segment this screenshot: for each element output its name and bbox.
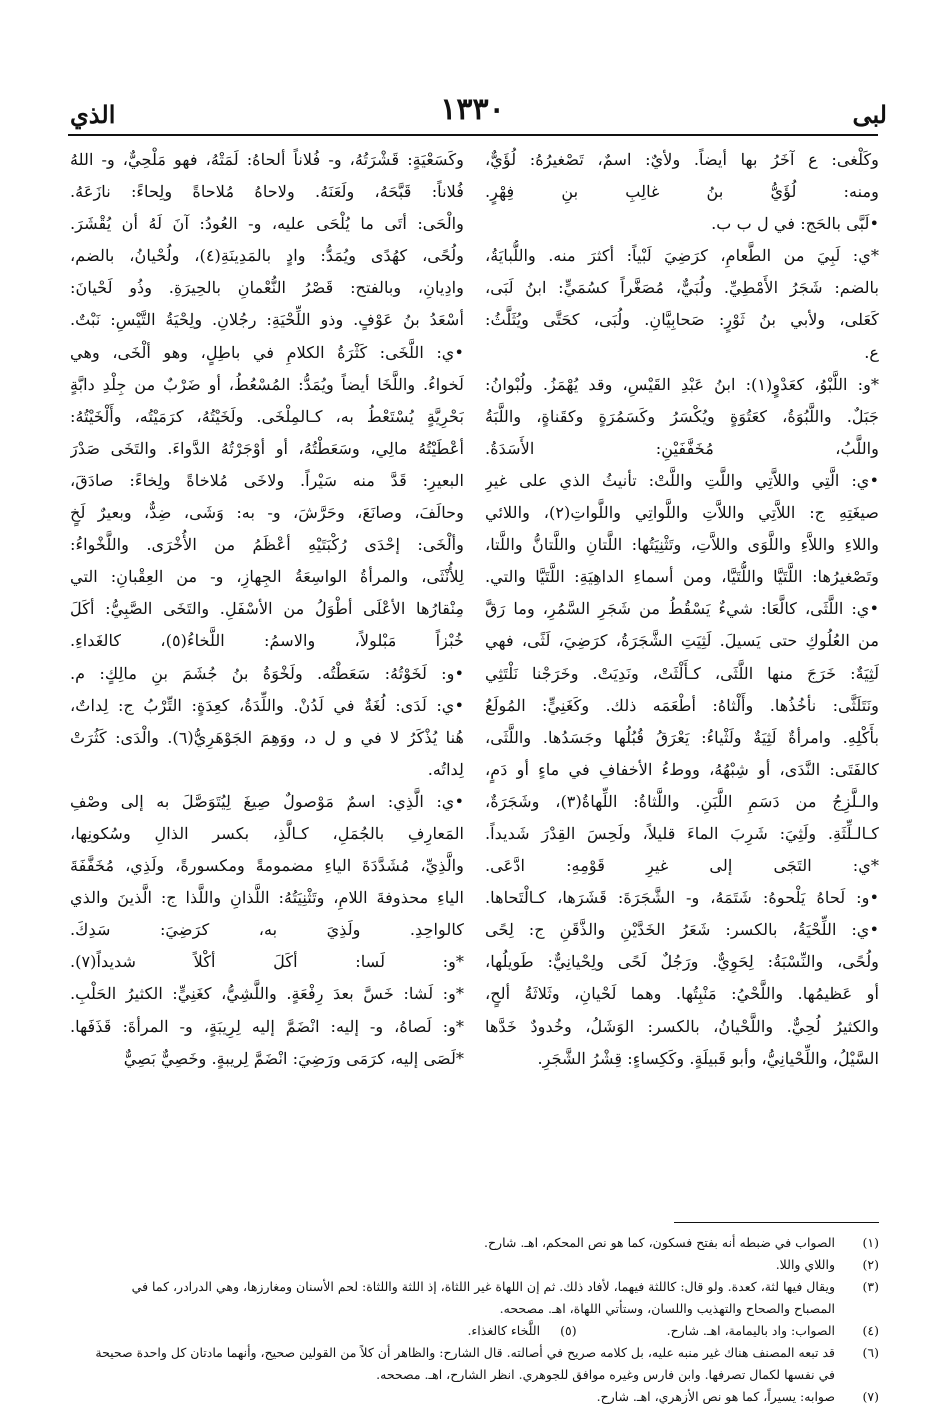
text-line: السَّيْلُ، واللِّحْيانِيُّ، وأبو قَبيلَةٍ. وكَكِساءٍ: قِشْرُ الشَّجَرِ.	[537, 1048, 879, 1068]
text-line: وادِيانِ، وبالفتح: قَصْرُ النُّعْمانِ بالحِيرَةِ. وذُو لَحْيانَ:	[70, 278, 464, 298]
text-line: هُنا يُذْكَرُ لا في و ل د، ووَهِمَ الجَوْهَرِيُّ(٦). والْدَى: كَثُرَتْ	[70, 727, 464, 747]
footnote-text: الصواب في ضبطه أنه بفتح فسكون، كما هو نص المحكم، اهـ. شارح.	[484, 1235, 835, 1250]
text-line: والكثيرُ لُحِيٌّ. واللَّحْيانُ، بالكسر: الوَشَلُ، وخُدودٌ خَدَّها	[485, 1016, 879, 1036]
text-line: مِنْقارُها الأعْلَى أطْوَلُ من الأسْفَلِ. والتَخَى الصَّبِيُّ: أكَلَ	[70, 599, 464, 619]
text-line: من العُلُوكِ حتى يَسيلَ. لَثِيَتِ الشَّجَرَةُ، كرَضِيَ، لَثًى، فهي	[485, 631, 879, 651]
text-line: كَعَلى، ولأبي بنُ ثَوْرٍ: صَحابِيَّانِ. ولُبَى، كحَتَّى ويُثَلَّثُ:	[485, 310, 879, 330]
text-line: بالضم: شَجَرُ الأَمْطِيِّ. ولُبَيٌّ، مُصَغَّراً كسُمَيٍّ: ابنُ لَبَى،	[485, 278, 879, 298]
footnote-number: (٢)	[862, 1257, 879, 1272]
text-line: أسْعَدُ بنُ عَوْفٍ. وذو اللِّحْيَةِ: رجُلانِ. ولِحْيَةُ التَّيْسِ: نَبْتٌ.	[70, 310, 464, 330]
text-line: ع.	[864, 342, 879, 362]
text-line: أعْطَيْتُهُ مالِي، وسَعَطْتُهُ، أو أوْجَرْتُهُ الدَّواءَ. والتَخَى صَدْرَ	[70, 438, 464, 458]
footnote-text: الصواب: واد باليمامة، اهـ. شارح.	[666, 1323, 835, 1338]
footnote-rule	[674, 1222, 879, 1223]
text-line: •ي: الَّتِي واللاَّتِي واللَّتِ واللَّتْ: تأنيثُ الذي على غيرِ	[485, 470, 879, 490]
text-line: وألْخَى: إحْدَى رُكْبَتَيْهِ أعْظَمُ من الأُخْرَى. واللَّخْواءُ:	[70, 535, 464, 555]
text-line: •و: لَحاهُ يَلْحوهُ: شَتَمَهُ، و- الشَّجَرَةَ: قَشَرَها، كـالْتَحاها.	[485, 888, 879, 908]
footnote	[69, 1254, 879, 1276]
text-line: والَّذِيِّ، مُشَدَّدَةَ الياءِ مضمومةً ومكسورةً، ولَذِي، مُخَفَّفَةَ	[70, 856, 464, 876]
text-line: •و: لَخَوْتُهُ: سَعَطْتُه. ولَخْوَةُ بنُ جُشَمَ بنِ مالِكٍ: م.	[70, 663, 464, 683]
text-line: لِلأُنْثَى، والمرأةُ الواسِعَةُ الجِهازِ، و- من العِقْبانِ: التي	[70, 567, 464, 587]
left-column	[70, 144, 464, 1224]
footnote-number: (٥)	[560, 1323, 577, 1338]
text-line: *و: لَسا: أكَلَ أكْلاً شديداً(٧).	[70, 952, 464, 972]
text-line: ولُحًى، كهُدًى ويُمَدُّ: وادٍ بالمَدِينَةِ(٤)، ولُحْيانُ، بالضم،	[70, 246, 464, 266]
footnote-number: (٧)	[862, 1389, 879, 1404]
text-line: •لَبَّى بالحَج: في ل ب ب.	[711, 214, 879, 234]
footnote	[69, 1276, 879, 1320]
text-line: ونَتَلَثَّى: نأخُذُها. وأَلْثاهُ: أطْعَمَه ذلك. وكَغَنِيٍّ: المُولَعُ	[485, 695, 879, 715]
text-line: والْحَى: أتَى ما يُلْحَى عليه، و- العُودُ: آنَ لَهُ أن يُقْشَرَ.	[70, 214, 464, 234]
text-line: وكَلْغى: ع آخَرُ بها أيضاً. ولأيٌ: اسمٌ، تَصْغيرُهُ: لُؤَيٌّ،	[485, 150, 879, 169]
text-line: •ي: لَدَى: لُغَةٌ في لَدُنْ. واللِّدَةُ، كعِدَةٍ: التِّرْبُ ج: لِداتٌ،	[70, 695, 464, 715]
text-line: *و: لَصاهُ، و- إليه: انْضَمَّ إليه لِرِيبَةٍ، و- المرأةَ: قَذَفَها.	[70, 1016, 464, 1036]
text-line: لَثِيَةٌ: خَرَجَ منها اللَّثَى، كـأَلْثَتْ، ونَدِيَتْ. وخَرَجْنا نَلْتَثِي	[485, 663, 879, 683]
footnote-text: اللَّخاء كالغذاء.	[467, 1323, 541, 1338]
footnote-number: (٦)	[862, 1345, 879, 1360]
text-line: فُلاناً: قَبَّحَهُ، ولَعَنَهُ. ولاحاهُ مُلاحاةً ولِحاءً: نازَعَهُ.	[70, 182, 464, 202]
footnote-text: ويقال فيها لثة، كعدة. ولو قال: كاللثة فيهما، لأفاد ذلك. ثم إن اللهاة غير اللثاة، إذ اللثة واللثاة: لحم الأسنان ومغارزها، وهي الدرادر، كما في	[131, 1279, 835, 1294]
footnote	[69, 1386, 879, 1408]
text-line: •ي: اللِّحْيَةُ، بالكسر: شَعَرُ الخَدَّيْنِ والذَّقَنِ ج: لِحًى	[485, 920, 879, 940]
text-line: *ي: لَبِيَ من الطَّعامِ، كرَضِيَ لَبْياً: أكثرَ منه. واللُّبايَةُ،	[485, 246, 879, 266]
text-line: وكَسَعْيَةٍ: قَشْرَتُهُ، و- فُلاناً ألحاهُ: لَمَتْهُ، فهو مَلْحِيٌّ، و- اللهُ	[70, 150, 464, 169]
text-line: بَحْرِيَّةٍ يُسْتَعْطُ به، كـالمِلْخَى. ولَخَيْتُهُ، كرَمَيْتُه، وأَلْخَيْتُهُ:	[70, 406, 464, 426]
text-line: الياءِ محذوفةَ اللامِ، وتَثْنِيَتُهُ: اللَّذانِ واللَّذا ج: الَّذينَ والذي	[70, 888, 464, 908]
text-line: بأَكْلِهِ. وامرأةٌ لَثِيَةٌ ولَثْياءُ: يَعْرَقُ قُبُلُها وجَسَدُها. واللَّثَى،	[485, 727, 879, 747]
text-line: *لَصَى إليه، كرَمَى ورَضِيَ: انْضَمَّ لِريبةٍ. وخَصِيٌّ بَصِيٌّ	[123, 1048, 464, 1068]
text-line: كالفَتَى: النَّدَى، أو شِبْهُهُ، ووطءُ الأخفافِ في ماءٍ أو دَمٍ،	[485, 759, 879, 779]
text-line: ومنه: لُؤَيُّ بنُ غالِبِ بنِ فِهْرٍ.	[485, 182, 879, 202]
header-left-word: الذي	[70, 100, 116, 129]
text-line: واللَّبُ، مُخَفَّفَيْنِ: الأَسَدَةُ.	[485, 438, 879, 458]
footnote-text: صوابه: يسيراً، كما هو نص الأزهري، اهـ. شارح.	[596, 1389, 835, 1404]
text-line: لَخواءُ. واللَّخَا أيضاً ويُمَدُّ: المُسْعُطُ، أو ضَرْبٌ من جِلْدِ دابَّةٍ	[70, 374, 464, 394]
footnote-number: (١)	[862, 1235, 879, 1250]
footnote	[69, 1232, 879, 1254]
text-line: أو عَظيمُها. واللَّحْيُ: مَنْبِتُها. وهما لَحْيانِ، وثَلاثَةُ ألحٍ،	[485, 984, 879, 1004]
text-line: •ي: اللَّخَى: كَثْرَةُ الكلامِ في باطِلٍ، وهو ألْخَى، وهي	[70, 342, 464, 362]
text-line: جَبَلٌ. واللَّبُوَةُ، كعَتُوَةٍ ويُكْسَرُ وكَسَمُرَةٍ وكقَناةٍ، واللَّبَةُ	[485, 406, 879, 426]
text-line: •ي: الَّذِي: اسمٌ مَوْصولٌ صِيغَ لِيُتَوَصَّلَ به إلى وصْفِ	[70, 791, 464, 811]
footnote-text: واللاي واللا.	[775, 1257, 835, 1272]
text-line: *و: اللَّبْوُ، كعَدْوٍ(١): ابنُ عَبْدِ القَيْسِ، وقد يُهْمَزُ. ولُبْوانُ:	[485, 374, 879, 394]
text-line: •ي: اللَّثَى، كالَّعَا: شيءٌ يَسْقُطُ من شَجَرِ السَّمُرِ، وما رَقَّ	[485, 599, 879, 619]
text-line: والـلَّزِجُ من دَسَمِ اللَّبَنِ. واللَّثاةُ: اللِّهاةُ(٣)، وشَجَرَةٌ،	[485, 791, 879, 811]
text-line: خُبْزاً مَبْلولاً، والاسمُ: اللَّخاءُ(٥)، كالغَداءِ.	[70, 631, 464, 651]
footnote-text: المصباح والصحاح والتهذيب واللسان، وستأتي اللهاة، اهـ. مصححه.	[499, 1301, 835, 1316]
header-rule	[68, 134, 878, 136]
footnote-text: في نفسها لكمال تصرفها. وابن فارس وغيره موافق للجوهري. انظر الشارح، اهـ. مصححه.	[376, 1367, 835, 1382]
footnote	[69, 1320, 879, 1342]
text-line: واللاءِ واللاَّءِ واللَّوَى واللاَّتِ، وتَثْنِيَتُها: اللَّتانِ واللَّتانُّ واللَّتا،	[485, 535, 879, 555]
footnote-number: (٣)	[862, 1279, 879, 1294]
footnote-text: قد تبعه المصنف هناك غير منبه عليه، بل كلامه صريح في أصالته. قال الشارح: والظاهر أن كلاً من القولين صحيح، وأنهما مادتان كل واحدة صحيحة	[95, 1345, 835, 1360]
text-line: وحالَفَ، وصانَعَ، وحَرَّشَ، و- به: وَشَى، ضِدٌّ، وبعيرٌ لَخٍ	[70, 503, 464, 523]
text-line: البعيرِ: قَدَّ منه سَيْراً. ولاخَى مُلاخاةً ولِخاءً: صادَقَ،	[70, 470, 464, 490]
footnotes	[69, 1232, 879, 1408]
right-column	[485, 144, 879, 1224]
text-line: صيغَتِهِ ج: اللاَّتِي واللاَّتِ واللَّواتِي واللَّواتِ(٢)، واللائي	[485, 503, 879, 523]
text-line: وتَصْغيرُها: اللَّتَيَّا واللُّتَيَّا، ومن أسماءِ الداهِيَةِ: اللَّتَيَّا والتي.	[485, 567, 879, 587]
text-line: المَعارِفِ بالجُمَلِ، كـالَّذِ، بكسر الذالِ وسُكونِها،	[70, 823, 464, 843]
text-line: *ي: التَجَى إلى غيرِ قَوْمِهِ: ادَّعَى.	[485, 856, 879, 876]
footnote-number: (٤)	[862, 1323, 879, 1338]
footnote	[69, 1342, 879, 1386]
text-line: كـالـلِّثَةِ. ولَثِيَ: شَرِبَ الماءَ قليلاً، ولَحِسَ القِدْرَ شَديداً.	[485, 823, 879, 843]
text-line: لِداتُه.	[427, 759, 464, 779]
header-right-word: لبى	[852, 100, 887, 129]
text-line: *و: لَشا: خَسَّ بعدَ رِفْعَةٍ. واللَّشِيُّ، كغَنِيٍّ: الكثيرُ الحَلْبِ.	[70, 984, 464, 1004]
page-number: ١٣٣٠	[440, 92, 505, 127]
text-line: ولُحًى، والنِّسْبَةُ: لِحَوِيٌّ. ورَجُلٌ لَحًى ولِحْيانِيٌّ: طَويلُها،	[485, 952, 879, 972]
text-line: كالواحِدِ. ولَذِيَ به، كرَضِيَ: سَدِكَ.	[70, 920, 464, 940]
footnote-spacer	[577, 1320, 667, 1342]
